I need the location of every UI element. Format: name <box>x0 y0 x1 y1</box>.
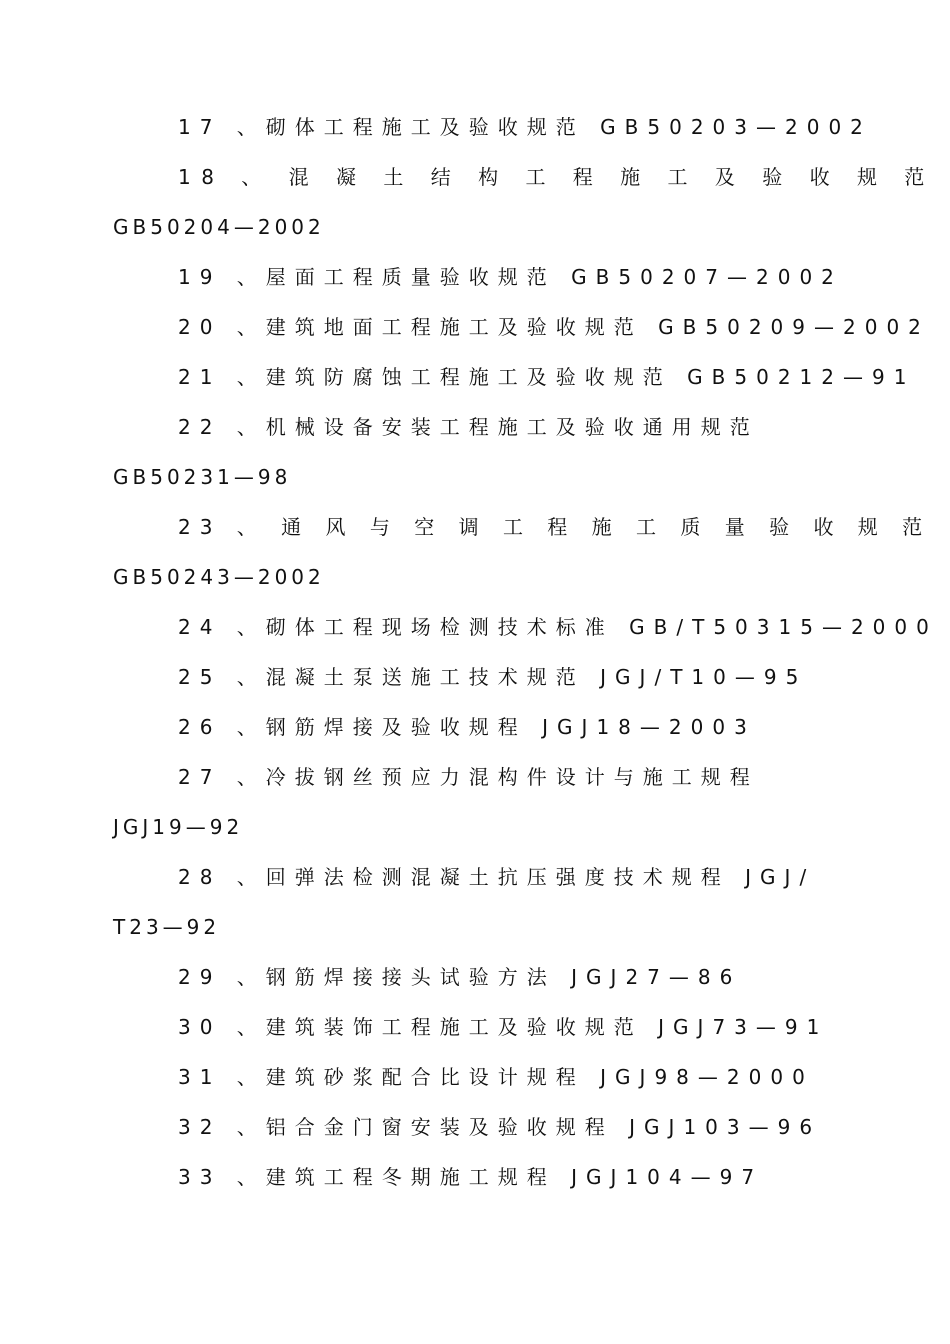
list-item: 24 、砌体工程现场检测技术标准 GB/T50315—2000 <box>178 615 938 639</box>
list-item: 21 、建筑防腐蚀工程施工及验收规范 GB50212—91 <box>178 365 916 389</box>
list-item: 23 、 通 风 与 空 调 工 程 施 工 质 量 验 收 规 范 <box>178 515 932 539</box>
list-item: 22 、机械设备安装工程施工及验收通用规范 <box>178 415 759 439</box>
list-item: 26 、钢筋焊接及验收规程 JGJ18—2003 <box>178 715 756 739</box>
list-item: 18 、 混 凝 土 结 构 工 程 施 工 及 验 收 规 范 <box>178 165 935 189</box>
list-item: 32 、铝合金门窗安装及验收规程 JGJ103—96 <box>178 1115 822 1139</box>
list-item-continuation: T23—92 <box>113 915 221 939</box>
list-item: 27 、冷拔钢丝预应力混构件设计与施工规程 <box>178 765 759 789</box>
list-item-continuation: GB50243—2002 <box>113 565 325 589</box>
list-item: 20 、建筑地面工程施工及验收规范 GB50209—2002 <box>178 315 930 339</box>
list-item-continuation: JGJ19—92 <box>113 815 244 839</box>
list-item: 28 、回弹法检测混凝土抗压强度技术规程 JGJ/ <box>178 865 816 889</box>
list-item: 31 、建筑砂浆配合比设计规程 JGJ98—2000 <box>178 1065 814 1089</box>
list-item-continuation: GB50231—98 <box>113 465 292 489</box>
list-item: 25 、混凝土泵送施工技术规范 JGJ/T10—95 <box>178 665 808 689</box>
list-item: 17 、砌体工程施工及验收规范 GB50203—2002 <box>178 115 872 139</box>
list-item: 33 、建筑工程冬期施工规程 JGJ104—97 <box>178 1165 764 1189</box>
list-item: 19 、屋面工程质量验收规范 GB50207—2002 <box>178 265 843 289</box>
list-item: 30 、建筑装饰工程施工及验收规范 JGJ73—91 <box>178 1015 829 1039</box>
list-item: 29 、钢筋焊接接头试验方法 JGJ27—86 <box>178 965 742 989</box>
list-item-continuation: GB50204—2002 <box>113 215 325 239</box>
